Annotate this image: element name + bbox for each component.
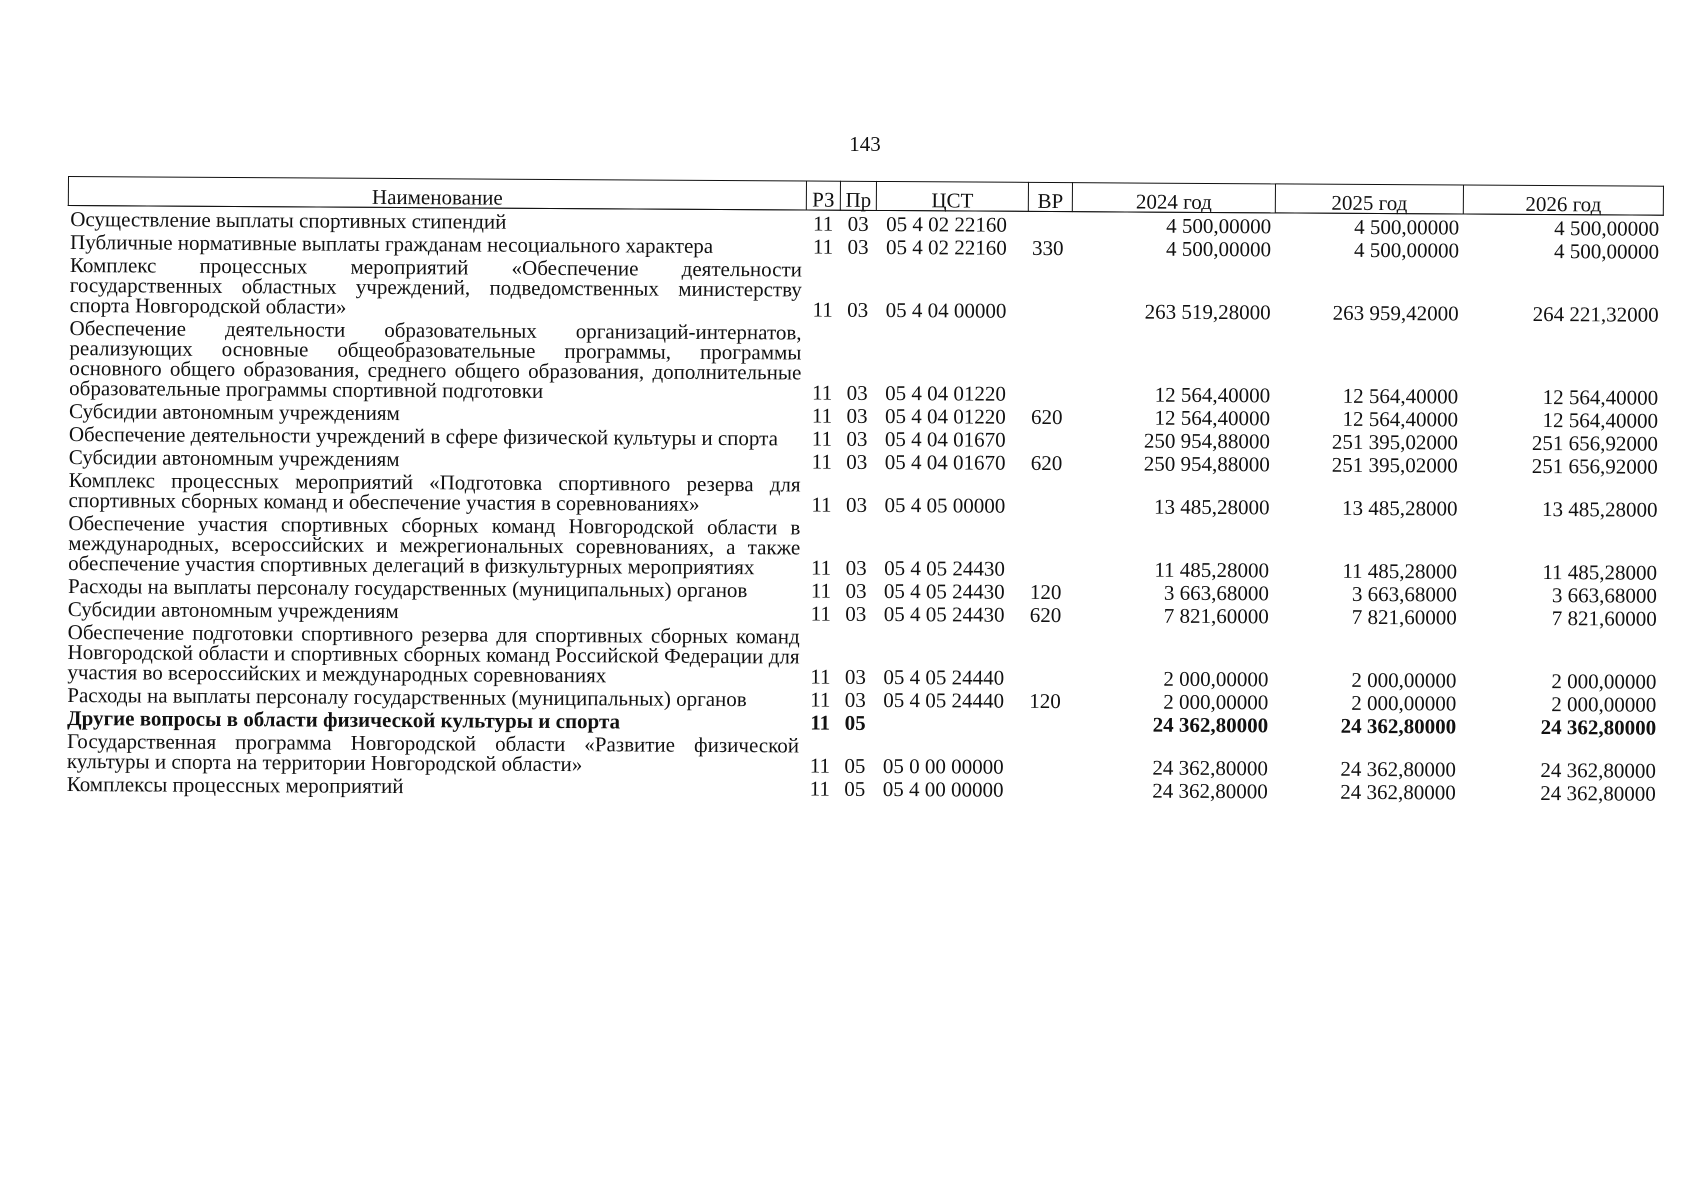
row-name-cell: Субсидии автономным учреждениям	[67, 597, 399, 624]
row-name-cell: Субсидии автономным учреждениям	[68, 399, 400, 426]
header-2024: 2024 год	[1072, 183, 1275, 213]
header-rz: РЗ	[806, 181, 840, 210]
row-pr-cell: 05	[844, 710, 866, 735]
row-2024-cell: 11 485,28000	[1154, 557, 1270, 583]
row-2024-cell: 4 500,00000	[1166, 236, 1272, 262]
row-cst-cell: 05 0 00 00000	[882, 753, 1004, 779]
row-name-cell: Публичные нормативные выплаты гражданам несоциального характера	[70, 230, 714, 258]
row-cst-cell: 05 4 04 01220	[885, 380, 1007, 406]
row-2025-cell: 263 959,42000	[1332, 300, 1459, 326]
row-2024-cell: 24 362,80000	[1152, 778, 1268, 804]
row-pr-cell: 03	[846, 426, 868, 451]
row-2026-cell: 13 485,28000	[1541, 497, 1658, 522]
row-name-cell: Другие вопросы в области физической культуры и спорта	[67, 706, 621, 734]
row-cst-cell: 05 4 05 24430	[883, 601, 1005, 627]
row-2026-cell: 11 485,28000	[1542, 560, 1658, 585]
row-rz-cell: 11	[811, 492, 832, 517]
row-pr-cell: 05	[844, 753, 866, 778]
header-pr: Пр	[840, 181, 876, 210]
row-vr-cell	[1028, 211, 1072, 235]
table-body	[65, 206, 1664, 804]
row-name-cell: Комплекс процессных мероприятий «Подготовка спортивного резерва для спортивных сборных команд и обеспечение участия в соревнованиях»	[68, 468, 801, 516]
row-2025-cell: 24 362,80000	[1340, 779, 1456, 805]
row-cst-cell: 05 4 04 01220	[884, 403, 1006, 429]
row-2024-cell: 13 485,28000	[1153, 494, 1270, 520]
budget-table	[64, 176, 1664, 804]
header-2026: 2026 год	[1463, 185, 1663, 215]
row-name-cell: Обеспечение деятельности образовательных организаций-интернатов, реализующих основные общеобразовательные программы, программы основного общего образования, среднего общего образования, дополнительные образовательные программы спортивной подготовки	[69, 316, 802, 403]
row-vr-cell	[1025, 625, 1069, 688]
row-2025-cell: 2 000,00000	[1351, 667, 1457, 693]
row-2025-cell: 12 564,40000	[1342, 406, 1459, 432]
row-cst-cell: 05 4 05 24440	[883, 664, 1005, 690]
row-2025-cell: 251 395,02000	[1331, 452, 1458, 478]
row-vr-cell	[1025, 734, 1069, 777]
row-2024-cell: 24 362,80000	[1152, 755, 1268, 781]
row-cst-cell: 05 4 05 00000	[884, 492, 1006, 518]
row-pr-cell: 03	[847, 297, 869, 322]
row-2026-cell: 2 000,00000	[1551, 692, 1657, 717]
row-2025-cell: 11 485,28000	[1342, 558, 1458, 584]
row-pr-cell: 03	[845, 555, 867, 580]
row-2026-cell: 7 821,60000	[1551, 606, 1657, 631]
table-row	[66, 510, 1661, 583]
header-2025: 2025 год	[1275, 184, 1463, 214]
row-2025-cell: 251 395,02000	[1331, 429, 1458, 455]
row-cst-cell: 05 4 00 00000	[882, 776, 1004, 802]
row-2025-cell: 24 362,80000	[1340, 756, 1456, 782]
row-cst-cell: 05 4 05 24430	[883, 578, 1005, 604]
row-vr-cell	[1026, 516, 1070, 579]
row-cst-cell: 05 4 02 22160	[886, 234, 1007, 260]
row-pr-cell: 03	[845, 601, 867, 626]
row-2024-cell: 3 663,68000	[1163, 580, 1270, 606]
table-row	[65, 619, 1660, 692]
row-pr-cell: 03	[845, 578, 867, 603]
row-2024-cell: 250 954,88000	[1143, 451, 1270, 477]
row-2026-cell: 24 362,80000	[1540, 715, 1657, 740]
row-name-cell: Расходы на выплаты персоналу государственных (муниципальных) органов	[67, 683, 747, 712]
row-pr-cell: 03	[844, 687, 866, 712]
row-rz-cell: 11	[810, 555, 832, 580]
row-name-cell: Комплексы процессных мероприятий	[66, 772, 404, 799]
row-vr-cell	[1028, 258, 1072, 321]
row-rz-cell: 11	[810, 578, 832, 603]
row-rz-cell: 11	[813, 211, 834, 236]
row-rz-cell: 11	[809, 753, 831, 778]
row-rz-cell: 11	[812, 234, 834, 259]
header-name: Наименование	[68, 177, 806, 211]
row-pr-cell: 03	[847, 234, 869, 259]
row-name-cell: Обеспечение участия спортивных сборных команд Новгородской области в международных, всероссийских и межрегиональных соревнованиях, а также обеспечение участия спортивных делегаций в физкультурных мероприятиях	[68, 511, 801, 580]
row-2024-cell: 263 519,28000	[1144, 299, 1271, 325]
row-2024-cell: 7 821,60000	[1163, 603, 1269, 629]
row-2026-cell: 251 656,92000	[1531, 430, 1658, 456]
row-2026-cell: 12 564,40000	[1542, 408, 1659, 433]
row-name-cell: Комплекс процессных мероприятий «Обеспечение деятельности государственных областных учреждений, подведомственных министерству спорта Новгородской области»	[69, 253, 803, 319]
row-2026-cell: 24 362,80000	[1540, 781, 1656, 806]
row-vr-cell: 120	[1029, 688, 1061, 714]
row-2026-cell: 264 221,32000	[1532, 301, 1659, 327]
row-rz-cell: 11	[810, 710, 831, 735]
row-vr-cell	[1025, 777, 1069, 800]
row-pr-cell: 03	[846, 449, 868, 474]
row-rz-cell: 11	[811, 380, 833, 405]
header-vr: ВР	[1028, 182, 1072, 211]
row-pr-cell: 03	[844, 664, 867, 689]
row-name-cell: Обеспечение подготовки спортивного резерва для спортивных сборных команд Новгородской области и спортивных сборных команд Российской Федерации для участия во всероссийских и международных соревнованиях	[67, 620, 800, 688]
row-name-cell: Обеспечение деятельности учреждений в сфере физической культуры и спорта	[68, 422, 779, 451]
row-2026-cell: 3 663,68000	[1551, 583, 1658, 608]
row-cst-cell: 05 4 05 24430	[884, 555, 1005, 581]
row-cst-cell: 05 4 04 01670	[884, 426, 1006, 452]
row-rz-cell: 11	[812, 297, 833, 322]
row-vr-cell	[1027, 321, 1072, 404]
row-2024-cell: 2 000,00000	[1163, 689, 1269, 715]
row-cst-cell: 05 4 02 22160	[886, 211, 1008, 237]
row-pr-cell: 03	[847, 211, 869, 236]
row-2025-cell: 4 500,00000	[1354, 214, 1460, 240]
row-cst-cell	[873, 710, 1025, 734]
row-rz-cell: 11	[810, 664, 831, 689]
row-2025-cell: 7 821,60000	[1351, 604, 1457, 630]
row-cst-cell: 05 4 04 01670	[884, 449, 1006, 475]
row-vr-cell: 620	[1030, 450, 1063, 476]
row-vr-cell	[1026, 473, 1070, 516]
row-pr-cell: 03	[846, 380, 868, 405]
row-rz-cell: 11	[810, 687, 831, 712]
row-2026-cell: 4 500,00000	[1554, 216, 1660, 241]
row-2026-cell: 2 000,00000	[1551, 669, 1657, 694]
row-vr-cell: 620	[1029, 602, 1062, 628]
row-vr-cell	[1027, 427, 1071, 450]
row-name-cell: Субсидии автономным учреждениям	[68, 445, 400, 472]
row-pr-cell: 03	[846, 403, 868, 428]
table-row	[68, 252, 1663, 325]
row-2026-cell: 12 564,40000	[1542, 385, 1659, 410]
page-number: 143	[849, 132, 881, 156]
row-name-cell: Государственная программа Новгородской области «Развитие физической культуры и спорта на территории Новгородской области»	[66, 729, 800, 777]
row-rz-cell: 11	[811, 426, 833, 451]
row-rz-cell: 11	[811, 449, 832, 474]
row-cst-cell: 05 4 05 24440	[883, 687, 1005, 713]
table-row	[67, 315, 1662, 408]
row-2025-cell: 24 362,80000	[1340, 713, 1457, 739]
row-2026-cell: 251 656,92000	[1531, 453, 1658, 479]
row-vr-cell	[1025, 711, 1069, 734]
row-2025-cell: 3 663,68000	[1351, 581, 1458, 607]
row-2025-cell: 2 000,00000	[1351, 690, 1457, 716]
row-2024-cell: 250 954,88000	[1143, 428, 1270, 454]
row-2025-cell: 4 500,00000	[1353, 237, 1460, 263]
row-2026-cell: 4 500,00000	[1553, 239, 1660, 264]
row-2026-cell: 24 362,80000	[1540, 758, 1656, 783]
header-cst: ЦСТ	[876, 181, 1028, 211]
row-pr-cell: 03	[845, 492, 868, 517]
row-2024-cell: 2 000,00000	[1163, 666, 1269, 692]
row-cst-cell: 05 4 04 00000	[885, 297, 1007, 323]
row-pr-cell: 05	[844, 776, 866, 801]
row-2024-cell: 24 362,80000	[1152, 712, 1269, 738]
row-2024-cell: 12 564,40000	[1154, 382, 1271, 408]
row-vr-cell: 330	[1032, 235, 1064, 261]
row-rz-cell: 11	[810, 601, 832, 626]
row-name-cell: Расходы на выплаты персоналу государственных (муниципальных) органов	[67, 574, 748, 603]
row-2025-cell: 13 485,28000	[1341, 495, 1458, 521]
row-2024-cell: 4 500,00000	[1166, 213, 1272, 239]
row-rz-cell: 11	[809, 776, 830, 801]
row-vr-cell: 620	[1030, 404, 1063, 430]
row-2024-cell: 12 564,40000	[1154, 405, 1271, 431]
row-name-cell: Осуществление выплаты спортивных стипендий	[70, 207, 507, 234]
row-2025-cell: 12 564,40000	[1342, 383, 1459, 409]
row-vr-cell: 120	[1029, 579, 1062, 605]
row-rz-cell: 11	[811, 403, 833, 428]
